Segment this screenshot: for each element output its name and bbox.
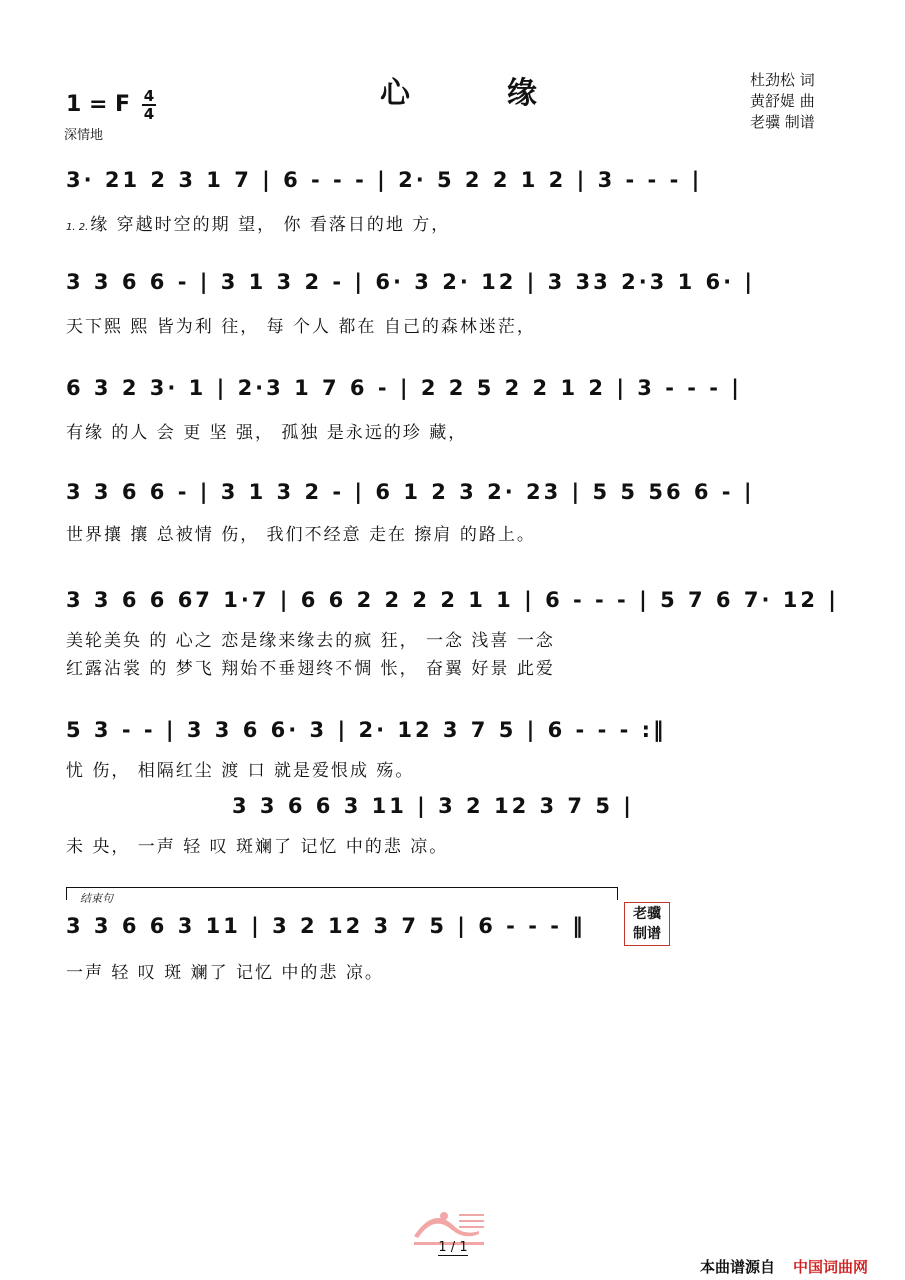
verse-mark: 1. 2. bbox=[66, 222, 89, 233]
title-char-1: 心 bbox=[380, 76, 412, 111]
score-line-3: 6 3 2 3· 1 | 2·3 1 7 6 - | 2 2 5 2 2 1 2 | 3 - - - | bbox=[66, 376, 742, 400]
score-line-1: 3· 21 2 3 1 7 | 6 - - - | 2· 5 2 2 1 2 | 3 - - - | bbox=[66, 168, 703, 192]
page-title bbox=[380, 68, 539, 112]
page-number: 1 / 1 bbox=[438, 1240, 468, 1255]
coda-lyric-line: 一声 轻 叹 斑 斓了 记忆 中的悲 凉。 bbox=[66, 963, 384, 983]
coda-bracket bbox=[66, 887, 618, 900]
score-line-6: 5 3 - - | 3 3 6 6· 3 | 2· 12 3 7 5 | 6 - - - :‖ bbox=[66, 718, 667, 742]
lyric-line-1 bbox=[66, 210, 846, 235]
score-line-4: 3 3 6 6 - | 3 1 3 2 - | 6 1 2 3 2· 23 | 5 5 56 6 - | bbox=[66, 480, 755, 504]
lyric-line-3: 有缘 的人 会 更 坚 强， 孤独 是永远的珍 藏， bbox=[66, 423, 468, 443]
score-line-5: 3 3 6 6 67 1·7 | 6 6 2 2 2 2 1 1 | 6 - - - | 5 7 6 7· 12 | bbox=[66, 588, 839, 612]
stamp-line-1: 老骥 bbox=[633, 906, 661, 922]
lyric-line-5a: 美轮美奂 的 心之 恋是缘来缘去的疯 狂， 一念 浅喜 一念 bbox=[66, 631, 555, 651]
credit-transcriber: 老骥 制谱 bbox=[750, 113, 815, 131]
lyric-line-2: 天下熙 熙 皆为利 往， 每 个人 都在 自己的森林迷茫， bbox=[66, 317, 536, 337]
time-signature bbox=[142, 88, 156, 122]
transcriber-stamp bbox=[624, 902, 670, 946]
tempo-marking: 深情地 bbox=[64, 128, 104, 143]
score-line-2: 3 3 6 6 - | 3 1 3 2 - | 6· 3 2· 12 | 3 33 2·3 1 6· | bbox=[66, 270, 756, 294]
lyric-line-5b: 红露沾裳 的 梦飞 翔始不垂翅终不惆 怅， 奋翼 好景 此爱 bbox=[66, 659, 555, 679]
credit-lyricist: 杜劲松 词 bbox=[750, 71, 815, 89]
time-denominator: 4 bbox=[143, 105, 155, 123]
lyric-line-6: 忧 伤， 相隔红尘 渡 口 就是爱恨成 殇。 bbox=[66, 761, 415, 781]
lyric-line-7: 未 央， 一声 轻 叹 斑斓了 记忆 中的悲 凉。 bbox=[66, 837, 449, 857]
source-site-link[interactable]: 中国词曲网 bbox=[793, 1258, 869, 1276]
score-line-7: 3 3 6 6 3 11 | 3 2 12 3 7 5 | bbox=[232, 794, 634, 818]
lyric-line-4: 世界攘 攘 总被情 伤， 我们不经意 走在 擦肩 的路上。 bbox=[66, 525, 536, 545]
coda-label: 结束句 bbox=[80, 892, 113, 905]
credit-composer: 黄舒媞 曲 bbox=[750, 92, 815, 110]
coda-score-line: 3 3 6 6 3 11 | 3 2 12 3 7 5 | 6 - - - ‖ bbox=[66, 914, 586, 938]
time-numerator: 4 bbox=[143, 87, 155, 105]
title-char-2: 缘 bbox=[506, 76, 539, 111]
source-label: 本曲谱源自 bbox=[700, 1258, 776, 1276]
key-signature: 1 = F bbox=[66, 92, 131, 117]
source-credit bbox=[700, 1256, 868, 1277]
stamp-line-2: 制谱 bbox=[633, 926, 661, 942]
lyric-line-1-text: 缘 穿越时空的期 望， 你 看落日的地 方， bbox=[90, 215, 451, 235]
credits bbox=[750, 70, 815, 133]
